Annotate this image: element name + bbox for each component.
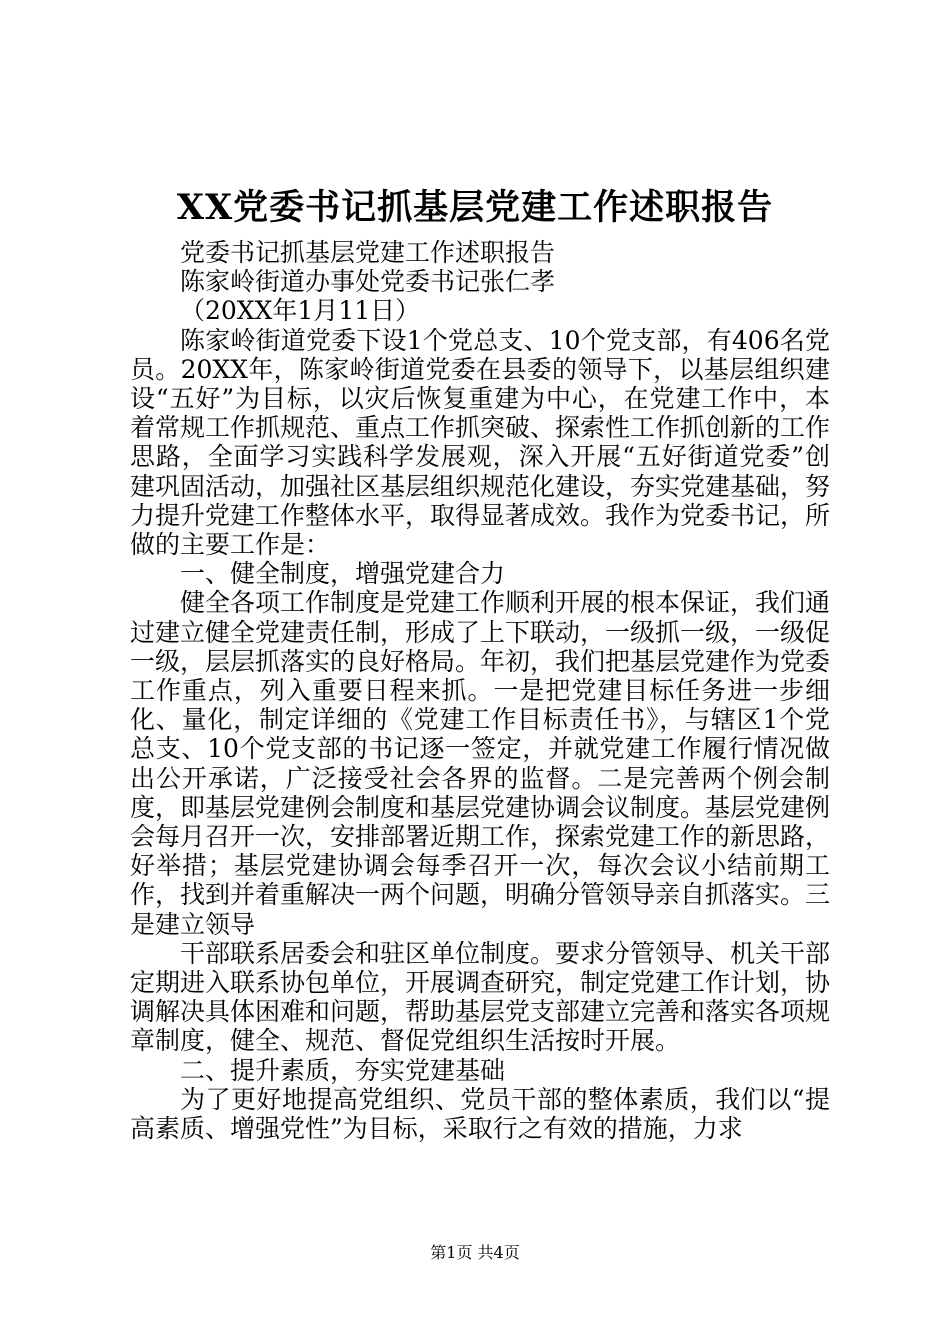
paragraph-section-2: 为了更好地提高党组织、党员干部的整体素质，我们以“提高素质、增强党性”为目标，采取行之有效的措施，力求: [130, 1084, 830, 1144]
paragraph-section-1-cont: 干部联系居委会和驻区单位制度。要求分管领导、机关干部定期进入联系协包单位，开展调查研究，制定党建工作计划，协调解决具体困难和问题，帮助基层党支部建立完善和落实各项规章制度，健全、规范、督促党组织生活按时开展。: [130, 938, 831, 1056]
paragraph-section-1: 健全各项工作制度是党建工作顺利开展的根本保证，我们通过建立健全党建责任制，形成了上下联动，一级抓一级，一级促一级，层层抓落实的良好格局。年初，我们把基层党建作为党委工作重点，列入重要日程来抓。一是把党建目标任务进一步细化、量化，制定详细的《党建工作目标责任书》，与辖区1个党总支、10个党支部的书记逐一签定，并就党建工作履行情况做出公开承诺，广泛接受社会各界的监督。二是完善两个例会制度，即基层党建例会制度和基层党建协调会议制度。基层党建例会每月召开一次，安排部署近期工作，探索党建工作的新思路，好举措；基层党建协调会每季召开一次，每次会议小结前期工作，找到并着重解决一两个问题，明确分管领导亲自抓落实。三是建立领导: [130, 588, 831, 939]
document-body: [130, 238, 830, 1143]
subtitle-line: 党委书记抓基层党建工作述职报告: [180, 238, 556, 267]
section-heading-2: 二、提升素质，夯实党建基础: [180, 1055, 506, 1085]
paragraph-intro: 陈家岭街道党委下设1个党总支、10个党支部，有406名党员。20XX年，陈家岭街道党委在县委的领导下，以基层组织建设“五好”为目标，以灾后恢复重建为中心，在党建工作中，本着常规工作抓规范、重点工作抓突破、探索性工作抓创新的工作思路，全面学习实践科学发展观，深入开展“五好街道党委”创建巩固活动，加强社区基层组织规范化建设，夯实党建基础，努力提升党建工作整体水平，取得显著成效。我作为党委书记，所做的主要工作是：: [130, 325, 831, 560]
date-line: （20XX年1月11日）: [180, 296, 421, 326]
section-heading-1: 一、健全制度，增强党建合力: [180, 559, 506, 589]
page-number: 第1页 共4页: [430, 1243, 520, 1262]
author-line: 陈家岭街道办事处党委书记张仁孝: [180, 267, 556, 297]
document-title: XX党委书记抓基层党建工作述职报告: [176, 187, 774, 228]
